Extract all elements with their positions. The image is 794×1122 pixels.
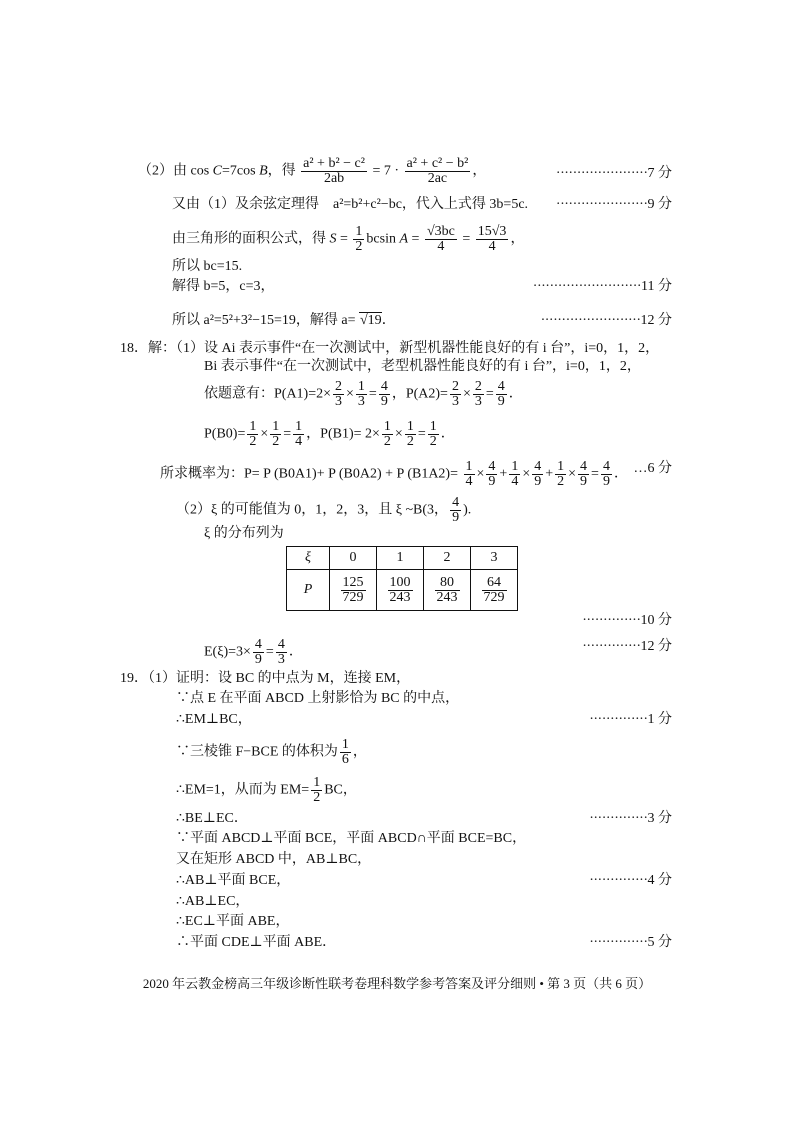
q19-line-8: 又在矩形 ABCD 中，AB⊥BC， xyxy=(176,852,372,867)
fraction: $\frac{1}{4}$ xyxy=(511,459,519,489)
q19-line-7: ∵平面 ABCD⊥平面 BCE，平面 ABCD∩平面 BCE=BC， xyxy=(176,831,527,846)
q18-line-3: 依题意有：P(A1)=2× $\frac{2}{3}$ × $\frac{1}{3}$ = $\frac{4}{9}$ ，P(A2)= $\frac{2}{3}$ × $\frac{2}{3}$ = $\frac{4}{9}$ ． xyxy=(204,379,523,409)
fraction: $\frac{1}{2}$ xyxy=(383,419,391,449)
fraction: $\frac{2}{3}$ xyxy=(335,379,343,409)
q18-line-4: P(B0)= $\frac{1}{2}$ × $\frac{1}{2}$ = $\frac{1}{4}$ ，P(B1)= 2× $\frac{1}{2}$ × $\frac{1}{2}$ = $\frac{1}{2}$ ． xyxy=(204,419,455,449)
q18-line-6: （2）ξ 的可能值为 0，1，2，3，且 ξ ~B(3， $\frac{4}{9}$ ). xyxy=(176,495,472,525)
table-header-cell: ξ xyxy=(287,547,330,570)
score-mark: ··························11 分 xyxy=(532,279,672,294)
fraction: $\frac{\text{a² + c² − b²}}{2ac}$ xyxy=(406,156,469,186)
q19-line-6: ∴BE⊥EC． xyxy=(176,811,248,826)
fraction: $\frac{1}{3}$ xyxy=(357,379,365,409)
fraction: $\frac{1}{2}$ xyxy=(557,459,565,489)
score-mark: ··············12 分 xyxy=(582,639,672,654)
fraction: $\frac{1}{2}$ xyxy=(406,419,414,449)
fraction: $\frac{4}{9}$ xyxy=(497,379,505,409)
fraction: $\frac{1}{2}$ xyxy=(313,775,321,805)
score-mark: ··············4 分 xyxy=(589,873,672,888)
fraction: $\frac{4}{9}$ xyxy=(254,637,262,667)
q19-line-2: ∵点 E 在平面 ABCD 上射影恰为 BC 的中点， xyxy=(176,691,460,706)
fraction: $\frac{1}{2}$ xyxy=(355,224,363,254)
table-header-cell: 0 xyxy=(330,547,377,570)
score-mark: ························12 分 xyxy=(540,313,672,328)
fraction: $\frac{1}{2}$ xyxy=(429,419,437,449)
score-mark: ··············10 分 xyxy=(582,613,672,628)
q17-line-3: 由三角形的面积公式，得 S = $\frac{1}{2}$ bcsin A = $\frac{√3bc}{4}$ = $\frac{15√3}{4}$ ， xyxy=(172,224,525,254)
q19-line-10: ∴AB⊥EC， xyxy=(176,894,250,909)
q19-line-12: ∴平面 CDE⊥平面 ABE． xyxy=(176,935,337,950)
q19-line-11: ∴EC⊥平面 ABE， xyxy=(176,914,290,929)
page-footer: 2020 年云教金榜高三年级诊断性联考卷理科数学参考答案及评分细则 • 第 3 页（共 6 页） xyxy=(142,976,652,991)
fraction: $\frac{4}{9}$ xyxy=(488,459,496,489)
table-cell: $\frac{64}{729}$ xyxy=(471,570,518,611)
fraction: $\frac{1}{4}$ xyxy=(295,419,303,449)
score-mark: ······················9 分 xyxy=(555,197,672,212)
fraction: $\frac{1}{2}$ xyxy=(249,419,257,449)
table-cell: $\frac{100}{243}$ xyxy=(377,570,424,611)
score-mark: …6 分 xyxy=(633,461,672,476)
table-cell: P xyxy=(287,570,330,611)
table-row xyxy=(287,570,518,611)
fraction: $\frac{√3bc}{4}$ xyxy=(426,224,455,254)
q19-line-9: ∴AB⊥平面 BCE， xyxy=(176,873,291,888)
score-mark: ··············1 分 xyxy=(589,712,672,727)
q17-line-1: （2）由 cos C=7cos B，得 $\frac{\text{a² + b² − c²}}{2ab}$ = 7 · $\frac{\text{a² + c² − b²}}{2ac}$ ， xyxy=(138,156,487,186)
q17-line-5: 解得 b=5，c=3， xyxy=(172,279,275,294)
fraction: $\frac{4}{9}$ xyxy=(380,379,388,409)
fraction: $\frac{1}{6}$ xyxy=(341,737,349,767)
fraction: $\frac{1}{2}$ xyxy=(272,419,280,449)
fraction: $\frac{4}{9}$ xyxy=(452,495,460,525)
fraction: $\frac{4}{9}$ xyxy=(602,459,610,489)
fraction: $\frac{2}{3}$ xyxy=(451,379,459,409)
table-header-cell: 3 xyxy=(471,547,518,570)
q17-line-6: 所以 a²=5²+3²−15=19，解得 a= √19． xyxy=(172,313,396,328)
table-header-cell: 1 xyxy=(377,547,424,570)
q19-line-1: 19．（1）证明：设 BC 的中点为 M，连接 EM， xyxy=(120,671,411,686)
table-row xyxy=(287,547,518,570)
distribution-table xyxy=(286,546,518,611)
fraction: $\frac{4}{9}$ xyxy=(534,459,542,489)
q18-line-5: 所求概率为：P= P (B0A1)+ P (B0A2) + P (B1A2)= $\frac{1}{4}$ × $\frac{4}{9}$ + $\frac{1}{4}$ × $\frac{4}{9}$ + $\frac{1}{2}$ × $\frac{4}{9}$ = $\frac{4}{9}$ ． xyxy=(160,459,628,489)
score-mark: ······················7 分 xyxy=(555,166,672,181)
table-cell: $\frac{125}{729}$ xyxy=(330,570,377,611)
score-mark: ··············5 分 xyxy=(589,935,672,950)
table-cell: $\frac{80}{243}$ xyxy=(424,570,471,611)
q17-line-4: 所以 bc=15. xyxy=(172,259,243,274)
table-header-cell: 2 xyxy=(424,547,471,570)
fraction: $\frac{\text{a² + b² − c²}}{2ab}$ xyxy=(303,156,365,186)
q18-line-2: Bi 表示事件“在一次测试中，老型机器性能良好的有 i 台”，i=0，1，2， xyxy=(204,359,641,374)
q19-line-5: ∴EM=1，从而为 EM= $\frac{1}{2}$ BC， xyxy=(176,775,357,805)
fraction: $\frac{4}{3}$ xyxy=(277,637,285,667)
q18-line-8: E(ξ)=3× $\frac{4}{9}$ = $\frac{4}{3}$ ． xyxy=(204,637,303,667)
fraction: $\frac{4}{9}$ xyxy=(580,459,588,489)
fraction: $\frac{1}{4}$ xyxy=(465,459,473,489)
fraction: $\frac{2}{3}$ xyxy=(474,379,482,409)
q18-line-1: 18．解：（1）设 Ai 表示事件“在一次测试中，新型机器性能良好的有 i 台”，i=0，1，2， xyxy=(120,341,660,356)
q18-line-7: ξ 的分布列为 xyxy=(204,526,284,541)
q17-line-2: 又由（1）及余弦定理得 a²=b²+c²−bc，代入上式得 3b=5c. xyxy=(172,197,529,212)
q19-line-4: ∵三棱锥 F−BCE 的体积为 $\frac{1}{6}$ ， xyxy=(176,737,367,767)
score-mark: ··············3 分 xyxy=(589,811,672,826)
fraction: $\frac{15√3}{4}$ xyxy=(477,224,507,254)
q19-line-3: ∴EM⊥BC， xyxy=(176,712,252,727)
